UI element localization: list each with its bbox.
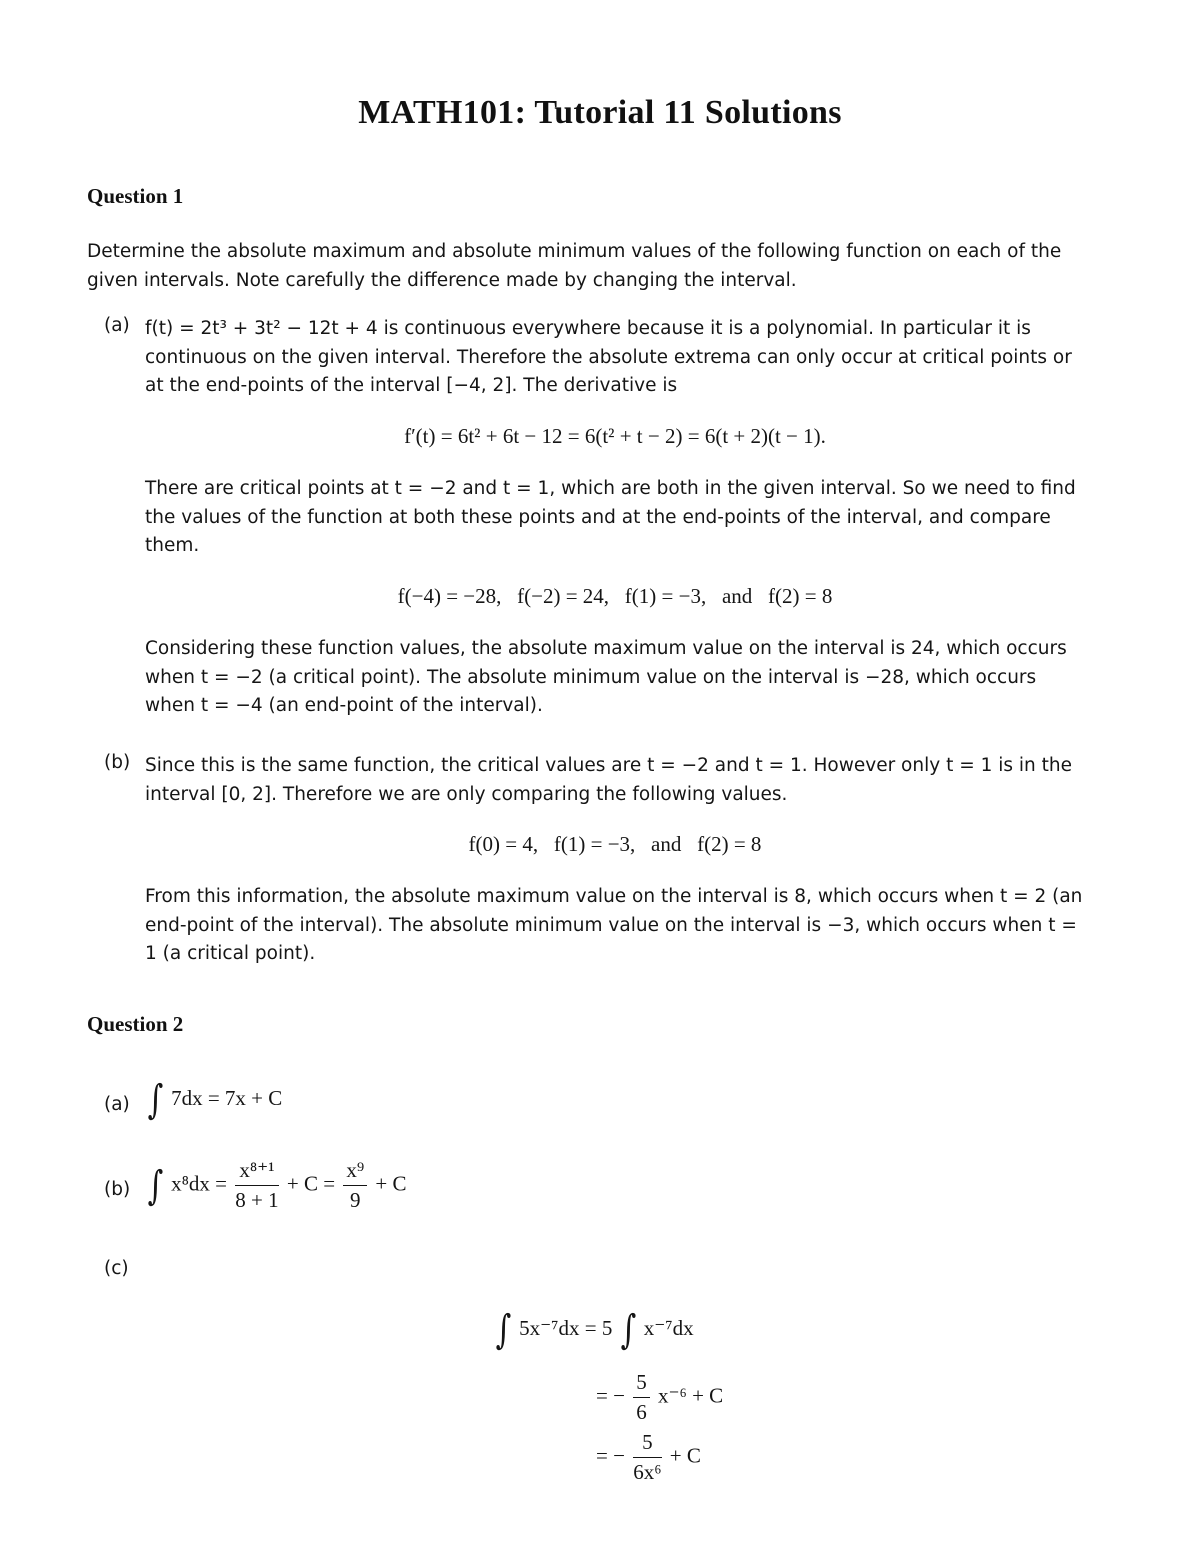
q2-part-b-label: (b): [104, 1179, 131, 1200]
question-2-heading: Question 2: [87, 1012, 184, 1036]
integral-sign: ∫: [147, 1162, 164, 1209]
part-a-paragraph-3: Considering these function values, the absolute maximum value on the interval is 24, which occurs when t = −2 (a critical point). The absolute minimum value on the interval is −28, which occurs when t = −4 (an end-point of the interval).: [145, 638, 1067, 716]
integral-sign: ∫: [495, 1307, 512, 1353]
q2-part-c-line-3-pre: = −: [596, 1443, 625, 1468]
numerator: 5: [633, 1430, 661, 1458]
numerator: x⁸⁺¹: [235, 1158, 278, 1186]
derivative-equation: f′(t) = 6t² + 6t − 12 = 6(t² + t − 2) = 6(t + 2)(t − 1).: [404, 424, 826, 448]
q2-part-c-label: (c): [104, 1258, 129, 1279]
q2-part-c-line-2-pre: = −: [596, 1383, 625, 1408]
numerator: x⁹: [343, 1158, 367, 1186]
function-values-a: f(−4) = −28, f(−2) = 24, f(1) = −3, and f(2) = 8: [397, 584, 833, 608]
denominator: 6: [636, 1400, 647, 1424]
part-b-paragraph-2: From this information, the absolute maximum value on the interval is 8, which occurs when t = 2 (an end-point of the interval). The absolute minimum value on the interval is −3, which occurs when t = 1 (a critical point).: [145, 886, 1083, 964]
q2-part-c-line-2-post: x⁻⁶ + C: [657, 1383, 724, 1408]
fraction: [633, 1430, 661, 1485]
part-b-paragraph-1: Since this is the same function, the critical values are t = −2 and t = 1. However only t = 1 is in the interval [0, 2]. Therefore we are only comparing the following values.: [145, 755, 1073, 805]
q2-part-c-line-1-right: x⁻⁷dx: [643, 1315, 694, 1340]
part-b-label: (b): [104, 752, 131, 773]
q2-part-b-end: + C: [375, 1171, 407, 1196]
q2-part-a-label: (a): [104, 1094, 130, 1115]
q2-part-c-line-3-post: + C: [669, 1443, 701, 1468]
q2-part-c-line-2: [596, 1370, 723, 1425]
q2-part-b-equation: [145, 1158, 407, 1213]
question-1-heading: Question 1: [87, 184, 184, 208]
function-values-b: f(0) = 4, f(1) = −3, and f(2) = 8: [468, 832, 762, 856]
part-a-paragraph-1: f(t) = 2t³ + 3t² − 12t + 4 is continuous everywhere because it is a polynomial. In particular it is continuous on the given interval. Therefore the absolute extrema can only occur at critical points or at the end-points of the interval [−4, 2]. The derivative is: [145, 318, 1072, 396]
question-1-intro: Determine the absolute maximum and absolute minimum values of the following function on each of the given intervals. Note carefully the difference made by changing the interval.: [87, 241, 1062, 291]
integral-sign: ∫: [147, 1077, 164, 1123]
denominator: 9: [349, 1188, 361, 1212]
fraction: [633, 1370, 650, 1425]
q2-part-b-middle: + C =: [286, 1171, 336, 1196]
part-a-label: (a): [104, 315, 130, 336]
q2-part-c-line-1-left: 5x⁻⁷dx = 5: [519, 1315, 613, 1340]
q2-part-b-integrand: x⁸dx =: [171, 1171, 228, 1196]
fraction: [235, 1158, 278, 1213]
integral-sign: ∫: [620, 1307, 636, 1353]
denominator: 8 + 1: [235, 1188, 279, 1212]
denominator: 6x⁶: [633, 1460, 662, 1484]
q2-part-c-line-3: [596, 1430, 701, 1485]
numerator: 5: [633, 1370, 650, 1398]
fraction: [343, 1158, 367, 1213]
q2-part-c-line-1: [493, 1307, 694, 1353]
q2-part-a-equation: [145, 1077, 283, 1123]
page-title: MATH101: Tutorial 11 Solutions: [358, 94, 842, 131]
q2-part-a-expression: 7dx = 7x + C: [171, 1085, 283, 1110]
part-a-paragraph-2: There are critical points at t = −2 and t = 1, which are both in the given interval. So we need to find the values of the function at both these points and at the end-points of the interval, and compare them.: [145, 478, 1076, 556]
